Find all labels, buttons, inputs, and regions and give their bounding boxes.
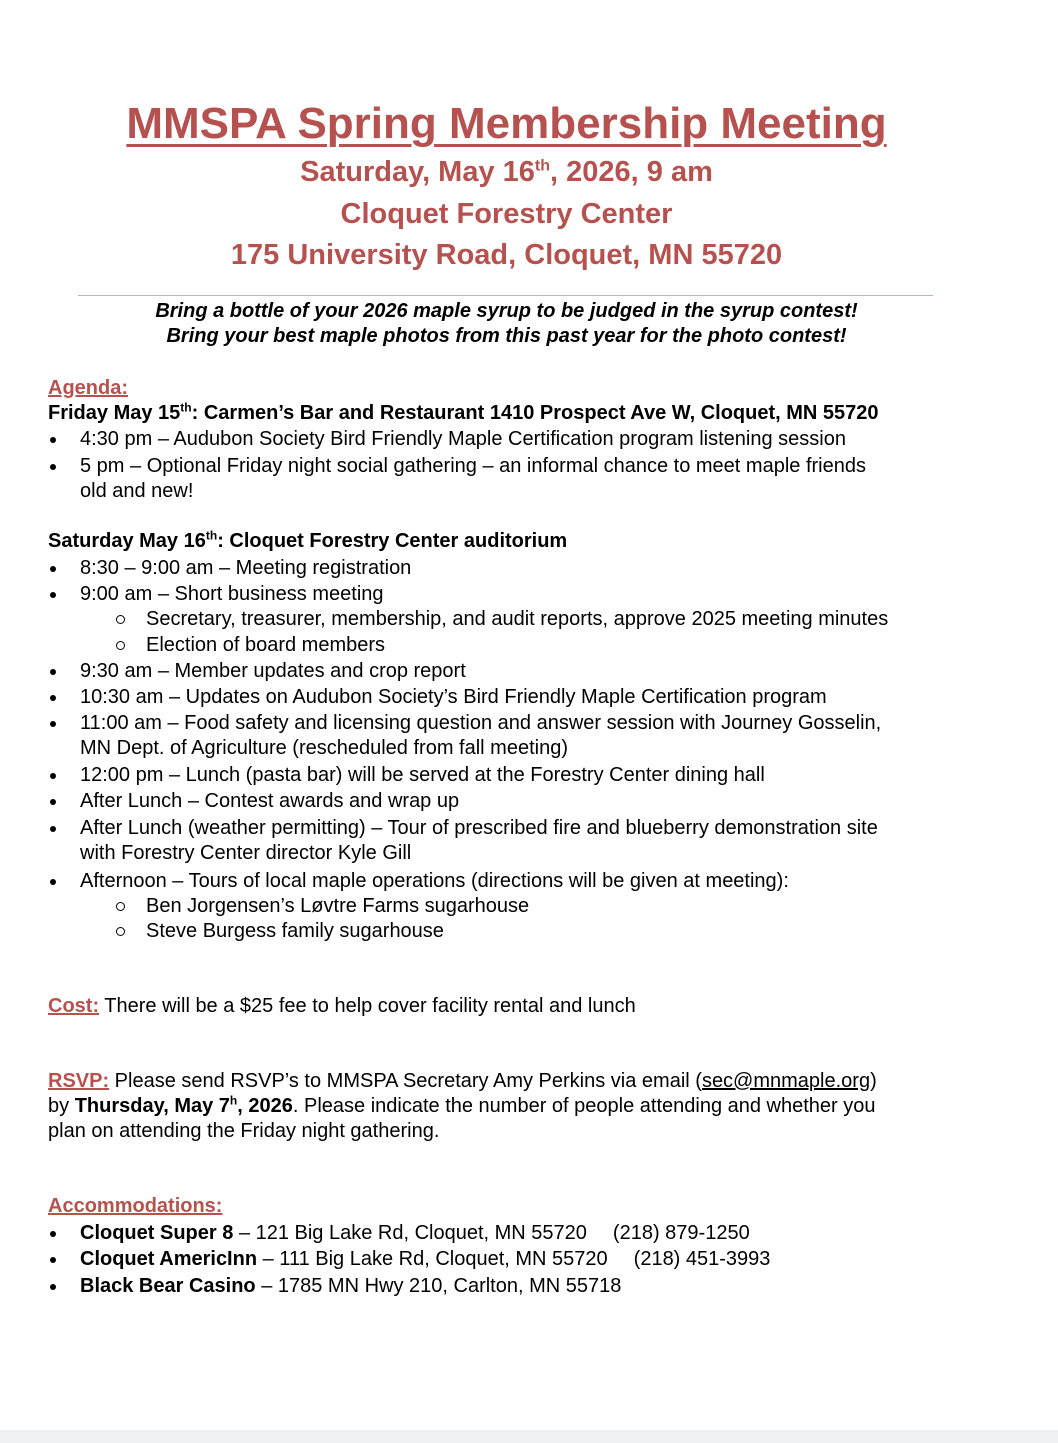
list-item: Cloquet AmericInn – 111 Big Lake Rd, Cloquet, MN 55720 (218) 451-3993 <box>80 1247 770 1273</box>
divider <box>78 295 933 296</box>
list-item-continuation: MN Dept. of Agriculture (rescheduled from fall meeting) <box>80 737 568 759</box>
saturday-heading: Saturday May 16th: Cloquet Forestry Center auditorium <box>48 528 568 552</box>
list-item: 11:00 am – Food safety and licensing question and answer session with Journey Gosselin, <box>80 711 881 737</box>
sub-list-item: Election of board members <box>146 633 385 659</box>
agenda-heading: Agenda: <box>48 377 128 399</box>
list-item-continuation: old and new! <box>80 480 194 502</box>
rsvp-line: plan on attending the Friday night gathering. <box>48 1120 440 1142</box>
rsvp-line: RSVP: Please send RSVP’s to MMSPA Secretary Amy Perkins via email (sec@mnmaple.org) <box>48 1070 877 1092</box>
list-item-continuation: with Forestry Center director Kyle Gill <box>80 842 412 864</box>
hotel-phone: (218) 879-1250 <box>612 1222 750 1244</box>
cost-text: There will be a $25 fee to help cover facility rental and lunch <box>99 995 636 1017</box>
cost-section <box>48 994 636 1019</box>
hotel-name: Cloquet Super 8 <box>80 1222 234 1244</box>
page-title: MMSPA Spring Membership Meeting <box>126 99 887 148</box>
hotel-phone: (218) 451-3993 <box>633 1248 771 1270</box>
rsvp-heading: RSVP: <box>48 1070 110 1092</box>
meeting-address: 175 University Road, Cloquet, MN 55720 <box>230 239 783 271</box>
list-item: 5 pm – Optional Friday night social gathering – an informal chance to meet maple friends <box>80 454 866 480</box>
list-item: Cloquet Super 8 – 121 Big Lake Rd, Cloquet, MN 55720 (218) 879-1250 <box>80 1221 750 1247</box>
list-item: 10:30 am – Updates on Audubon Society’s Bird Friendly Maple Certification program <box>80 685 827 711</box>
sub-list-item: Secretary, treasurer, membership, and audit reports, approve 2025 meeting minutes <box>146 607 888 633</box>
photo-contest-note: Bring your best maple photos from this past year for the photo contest! <box>166 325 847 347</box>
list-item: Black Bear Casino – 1785 MN Hwy 210, Carlton, MN 55718 <box>80 1274 621 1300</box>
email-link[interactable]: sec@mnmaple.org <box>701 1070 871 1092</box>
hotel-name: Cloquet AmericInn <box>80 1248 258 1270</box>
syrup-contest-note: Bring a bottle of your 2026 maple syrup to be judged in the syrup contest! <box>155 300 858 322</box>
page-bottom-band <box>0 1430 1058 1443</box>
sub-list-item: Ben Jorgensen’s Løvtre Farms sugarhouse <box>146 894 529 920</box>
cost-heading: Cost: <box>48 995 100 1017</box>
list-item: 4:30 pm – Audubon Society Bird Friendly Maple Certification program listening session <box>80 427 846 453</box>
sub-list-item: Steve Burgess family sugarhouse <box>146 919 444 945</box>
rsvp-deadline: Thursday, May 7$^h$, 2026 <box>74 1093 293 1117</box>
meeting-venue: Cloquet Forestry Center <box>340 198 673 230</box>
hotel-name: Black Bear Casino <box>80 1275 256 1297</box>
list-item: 12:00 pm – Lunch (pasta bar) will be served at the Forestry Center dining hall <box>80 763 765 789</box>
rsvp-line: by Thursday, May 7$^h$, 2026. Please indicate the number of people attending and whether you <box>48 1093 876 1117</box>
accommodations-heading: Accommodations: <box>48 1195 223 1217</box>
list-item: After Lunch (weather permitting) – Tour of prescribed fire and blueberry demonstration site <box>80 816 878 842</box>
list-item: 8:30 – 9:00 am – Meeting registration <box>80 556 411 582</box>
list-item: After Lunch – Contest awards and wrap up <box>80 789 459 815</box>
list-item: Afternoon – Tours of local maple operations (directions will be given at meeting): <box>80 869 789 895</box>
meeting-date: Saturday, May 16th, 2026, 9 am <box>300 156 713 188</box>
list-item: 9:00 am – Short business meeting <box>80 582 384 608</box>
friday-heading: Friday May 15th: Carmen’s Bar and Restaurant 1410 Prospect Ave W, Cloquet, MN 55720 <box>48 400 879 424</box>
list-item: 9:30 am – Member updates and crop report <box>80 659 466 685</box>
